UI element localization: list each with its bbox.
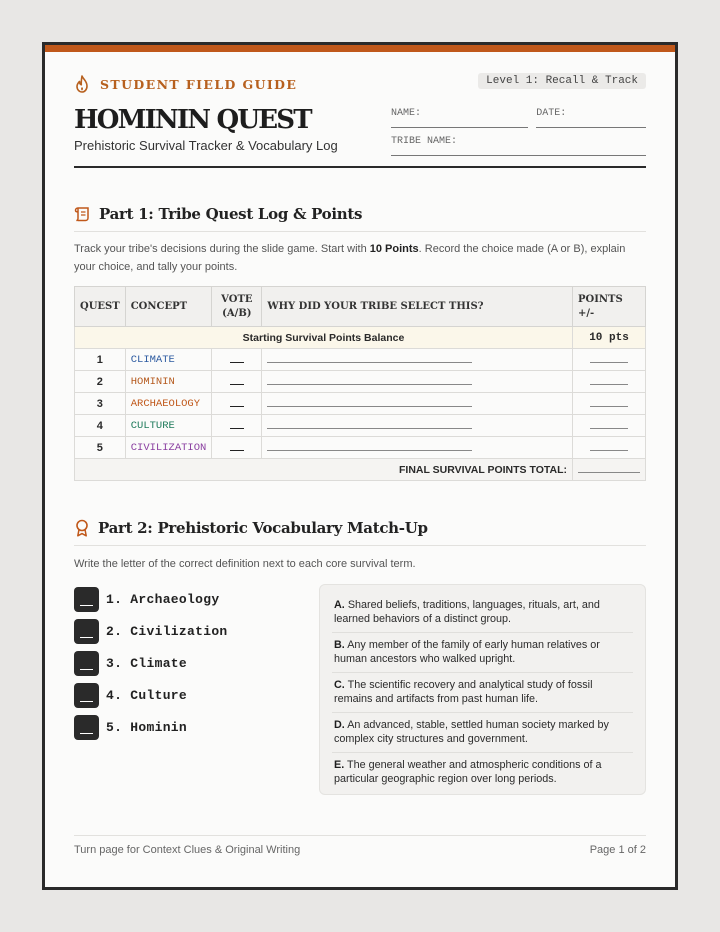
final-total-label: FINAL SURVIVAL POINTS TOTAL:: [75, 459, 573, 481]
quest-number: 4: [75, 415, 126, 437]
name-label: NAME:: [391, 108, 422, 119]
header-divider: [74, 166, 646, 168]
answer-box[interactable]: [74, 683, 99, 708]
starting-balance-label: Starting Survival Points Balance: [75, 327, 573, 349]
answer-box[interactable]: [74, 587, 99, 612]
definition-item: [332, 633, 633, 673]
concept-label: CULTURE: [125, 415, 212, 437]
table-row: [75, 371, 646, 393]
definition-item: [332, 713, 633, 753]
student-info-fields: [391, 108, 646, 164]
footer-note: Turn page for Context Clues & Original Writing: [74, 844, 301, 856]
reason-blank[interactable]: [262, 371, 573, 393]
definition-text: Shared beliefs, traditions, languages, rituals, art, and learned behaviors of a distinct group.: [334, 599, 600, 625]
part1-title: Part 1: Tribe Quest Log & Points: [99, 205, 363, 223]
definition-text: Any member of the family of early human relatives or human ancestors who walked upright.: [334, 639, 600, 665]
page-number: Page 1 of 2: [589, 844, 646, 856]
tribe-name-label: TRIBE NAME:: [391, 136, 458, 147]
part1-intro-before: Track your tribe's decisions during the slide game. Start with: [74, 243, 370, 255]
term-label: 5. Hominin: [106, 719, 188, 735]
vocab-term: [74, 711, 314, 743]
definition-letter: A.: [334, 599, 345, 611]
definition-letter: B.: [334, 639, 345, 651]
table-header-row: [75, 287, 646, 327]
part1-heading: [74, 205, 646, 232]
part1-intro-after: . Record the choice made (A or B), explain your choice, and tally your points.: [74, 243, 626, 273]
definition-item: [332, 673, 633, 713]
starting-balance-value: 10 pts: [573, 327, 646, 349]
vocab-term: [74, 647, 314, 679]
col-why: WHY DID YOUR TRIBE SELECT THIS?: [262, 287, 573, 327]
accent-top-bar: [42, 42, 678, 52]
part2-heading: [74, 519, 646, 546]
table-row: [75, 349, 646, 371]
term-label: 1. Archaeology: [106, 591, 220, 607]
vocab-term: [74, 615, 314, 647]
definition-text: The general weather and atmospheric conditions of a particular geographic region over long periods.: [334, 759, 602, 785]
vote-blank[interactable]: [212, 437, 262, 459]
definition-text: An advanced, stable, settled human society marked by complex city structures and government.: [334, 719, 609, 745]
term-label: 4. Culture: [106, 687, 188, 703]
reason-blank[interactable]: [262, 393, 573, 415]
reason-blank[interactable]: [262, 437, 573, 459]
concept-label: CIVILIZATION: [125, 437, 212, 459]
table-row: [75, 393, 646, 415]
date-field[interactable]: [536, 108, 646, 128]
points-blank[interactable]: [573, 349, 646, 371]
reason-blank[interactable]: [262, 349, 573, 371]
table-row: [75, 415, 646, 437]
quest-number: 1: [75, 349, 126, 371]
part2-title: Part 2: Prehistoric Vocabulary Match-Up: [98, 519, 428, 537]
name-field[interactable]: [391, 108, 528, 128]
quest-log-table: [74, 286, 646, 481]
final-total-row: [75, 459, 646, 481]
concept-label: ARCHAEOLOGY: [125, 393, 212, 415]
date-label: DATE:: [536, 108, 567, 119]
level-badge: Level 1: Recall & Track: [478, 73, 646, 89]
definition-item: [332, 753, 633, 792]
flame-icon: [74, 75, 90, 93]
kicker-text: STUDENT FIELD GUIDE: [100, 76, 298, 92]
tribe-name-field[interactable]: [391, 136, 646, 156]
final-total-blank[interactable]: [573, 459, 646, 481]
points-blank[interactable]: [573, 371, 646, 393]
definition-letter: E.: [334, 759, 345, 771]
starting-balance-row: [75, 327, 646, 349]
vote-blank[interactable]: [212, 371, 262, 393]
definitions-box: [319, 584, 646, 795]
points-blank[interactable]: [573, 437, 646, 459]
points-blank[interactable]: [573, 415, 646, 437]
answer-box[interactable]: [74, 651, 99, 676]
page-footer: [74, 835, 646, 856]
term-label: 3. Climate: [106, 655, 188, 671]
vocab-term: [74, 679, 314, 711]
award-ribbon-icon: [74, 519, 90, 537]
points-blank[interactable]: [573, 393, 646, 415]
part1-intro-bold: 10 Points: [369, 243, 419, 255]
term-label: 2. Civilization: [106, 623, 228, 639]
page-subtitle: Prehistoric Survival Tracker & Vocabulary Log: [74, 138, 338, 153]
scroll-icon: [74, 206, 91, 222]
part1-intro: [74, 240, 646, 276]
quest-number: 2: [75, 371, 126, 393]
kicker: [74, 75, 297, 93]
concept-label: HOMININ: [125, 371, 212, 393]
vote-blank[interactable]: [212, 349, 262, 371]
part2-intro: Write the letter of the correct definition next to each core survival term.: [74, 558, 416, 570]
table-row: [75, 437, 646, 459]
worksheet-page: [42, 42, 678, 890]
quest-number: 3: [75, 393, 126, 415]
definition-letter: D.: [334, 719, 345, 731]
definition-item: [332, 593, 633, 633]
vocab-term: [74, 583, 314, 615]
col-points: POINTS +/-: [573, 287, 646, 327]
reason-blank[interactable]: [262, 415, 573, 437]
vocab-terms-list: [74, 583, 314, 743]
vote-blank[interactable]: [212, 393, 262, 415]
concept-label: CLIMATE: [125, 349, 212, 371]
vote-blank[interactable]: [212, 415, 262, 437]
col-concept: CONCEPT: [125, 287, 212, 327]
definition-text: The scientific recovery and analytical study of fossil remains and artifacts from past human life.: [334, 679, 593, 705]
col-vote: VOTE (A/B): [212, 287, 262, 327]
page-title: HOMININ QUEST: [74, 105, 311, 135]
definition-letter: C.: [334, 679, 345, 691]
answer-box[interactable]: [74, 715, 99, 740]
quest-number: 5: [75, 437, 126, 459]
answer-box[interactable]: [74, 619, 99, 644]
col-quest: QUEST: [75, 287, 126, 327]
